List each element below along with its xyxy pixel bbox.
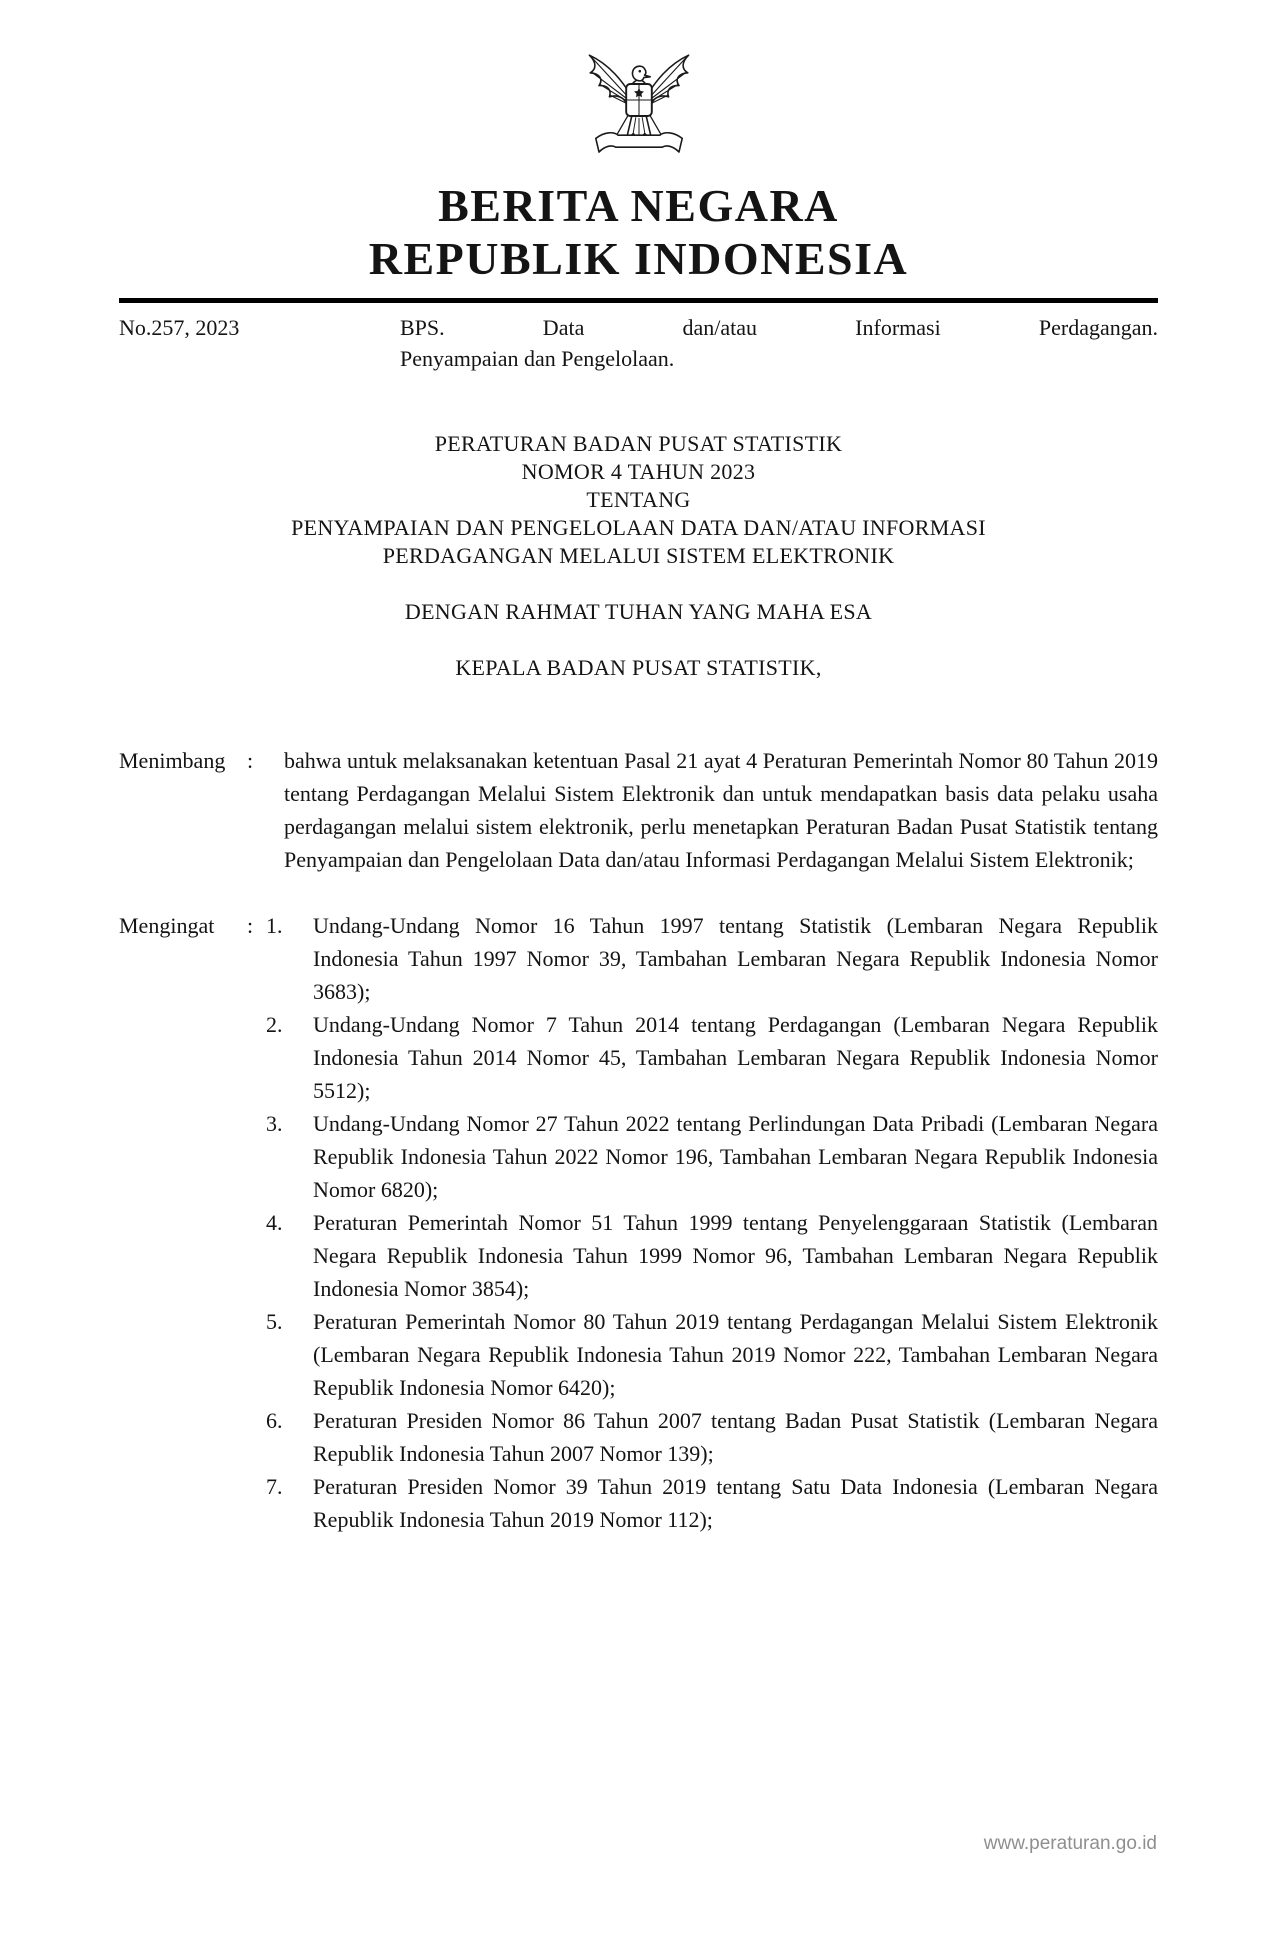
gazette-title-line-1: BERITA NEGARA [438,180,839,231]
legal-basis-list [266,909,1158,1536]
legal-basis-item [266,909,1158,1008]
item-text: Undang-Undang Nomor 7 Tahun 2014 tentang Perdagangan (Lembaran Negara Republik Indonesia Tahun 2014 Nomor 45, Tambahan Lembaran Negara Republik Indonesia Nomor 5512); [313,1011,1158,1103]
item-number: 1. [266,912,283,938]
item-number: 7. [266,1473,283,1499]
gazette-title-line-2: REPUBLIK INDONESIA [368,233,909,285]
garuda-icon [583,36,695,164]
masthead-rule [119,298,1158,303]
regulation-title-line: PERATURAN BADAN PUSAT STATISTIK [434,430,843,456]
item-text: Peraturan Presiden Nomor 39 Tahun 2019 tentang Satu Data Indonesia (Lembaran Negara Republik Indonesia Tahun 2019 Nomor 112); [313,1473,1158,1532]
legal-basis-item [266,1206,1158,1305]
considerations-section [119,744,1158,876]
item-text: Undang-Undang Nomor 27 Tahun 2022 tentang Perlindungan Data Pribadi (Lembaran Negara Republik Indonesia Tahun 2022 Nomor 196, Tambahan Lembaran Negara Republik Indonesia Nomor 6820); [313,1110,1158,1202]
garuda-pancasila-emblem [119,36,1158,169]
legal-basis-item [266,1107,1158,1206]
item-text: Peraturan Presiden Nomor 86 Tahun 2007 tentang Badan Pusat Statistik (Lembaran Negara Republik Indonesia Tahun 2007 Nomor 139); [313,1407,1158,1466]
legal-basis-item [266,1008,1158,1107]
subject-line-2: Penyampaian dan Pengelolaan. [400,345,675,371]
considerations-text: bahwa untuk melaksanakan ketentuan Pasal 21 ayat 4 Peraturan Pemerintah Nomor 80 Tahun 2019 tentang Perdagangan Melalui Sistem Elektronik dan untuk mendapatkan basis data pelaku usaha perdagangan melalui sistem elektronik, perlu menetapkan Peraturan Badan Pusat Statistik tentang Penyampaian dan Pengelolaan Data dan/atau Informasi Perdagangan Melalui Sistem Elektronik; [284,747,1158,872]
legal-basis-section [119,909,1158,1536]
item-number: 5. [266,1308,283,1334]
regulation-subject-line-1: PENYAMPAIAN DAN PENGELOLAAN DATA DAN/ATAU INFORMASI [291,514,986,540]
item-text: Peraturan Pemerintah Nomor 80 Tahun 2019 tentang Perdagangan Melalui Sistem Elektronik (Lembaran Negara Republik Indonesia Tahun 2019 Nomor 222, Tambahan Lembaran Negara Republik Indonesia Nomor 6420); [313,1308,1158,1400]
regulation-number-line: NOMOR 4 TAHUN 2023 [521,458,756,484]
considerations-label: Menimbang [119,747,226,773]
regulation-tentang-line: TENTANG [586,486,691,512]
legal-basis-item [266,1470,1158,1536]
item-text: Peraturan Pemerintah Nomor 51 Tahun 1999 tentang Penyelenggaraan Statistik (Lembaran Negara Republik Indonesia Tahun 1999 Nomor 96, Tambahan Lembaran Negara Republik Indonesia Nomor 3854); [313,1209,1158,1301]
item-text: Undang-Undang Nomor 16 Tahun 1997 tentang Statistik (Lembaran Negara Republik Indonesia Tahun 1997 Nomor 39, Tambahan Lembaran Negara Republik Indonesia Nomor 3683); [313,912,1158,1004]
item-number: 4. [266,1209,283,1235]
authority-line: KEPALA BADAN PUSAT STATISTIK, [455,654,822,680]
item-number: 2. [266,1011,283,1037]
footer-url: www.peraturan.go.id [983,1833,1157,1854]
subject-abstract [400,312,1158,374]
legal-basis-label: Mengingat [119,912,215,938]
masthead [119,179,1158,303]
legal-basis-item [266,1305,1158,1404]
subject-line-1: BPS. Data dan/atau Informasi Perdagangan. [400,314,1158,340]
gazette-meta-row [119,312,1158,374]
item-number: 6. [266,1407,283,1433]
legal-basis-item [266,1404,1158,1470]
regulation-title-block [119,430,1158,682]
issue-number: No.257, 2023 [119,314,240,340]
invocation-line: DENGAN RAHMAT TUHAN YANG MAHA ESA [404,598,873,624]
considerations-colon: : [247,747,254,773]
regulation-subject-line-2: PERDAGANGAN MELALUI SISTEM ELEKTRONIK [382,542,895,568]
item-number: 3. [266,1110,283,1136]
legal-basis-colon: : [247,912,254,938]
